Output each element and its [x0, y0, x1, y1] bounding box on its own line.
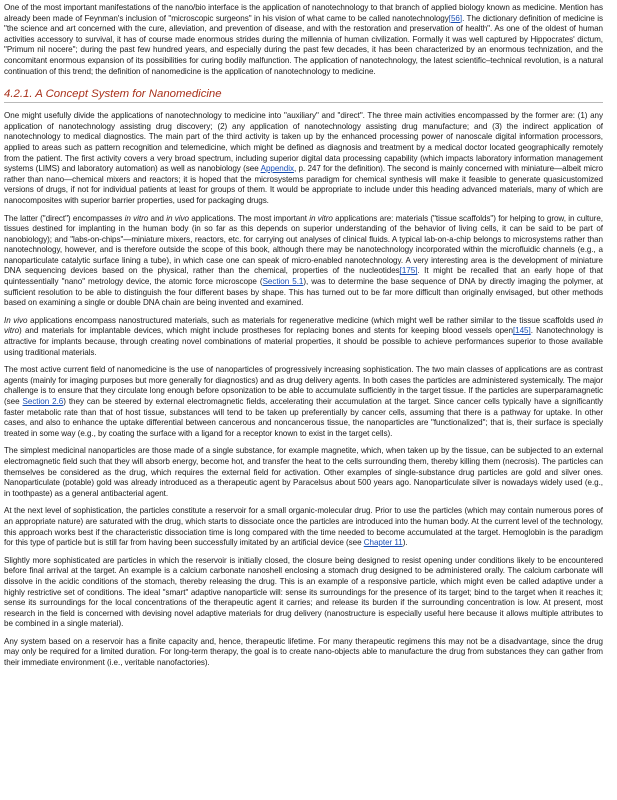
text-run: One of the most important manifestations of the nano/bio interface is the application of nanotechnology to that branch of applied biology known as medicine. Mention has already been made of Feynman's inclusion of "microscopic surgeons" in his vision of what came to be called nanotechnology [4, 3, 603, 23]
text-run: , p. 247 for the definition). The second is mainly concerned with miniature—albeit micro rather than nano—chemical mixers and reactors; it is hoped that the microsystems paradigm for chemical synthesis will make it feasible to generate quasicustomized versions of drugs, if not for individual patients at least for groups of them. It would be appropriate to include under this heading advanced materials, many of which are nanocomposites with superior barrier properties, used for packaging drugs. [4, 164, 603, 205]
paragraph-nanofactories [4, 637, 603, 669]
italic-text: in vitro [124, 213, 149, 223]
paragraph-direct-applications [4, 214, 603, 309]
reference-link-145[interactable]: [145] [512, 326, 531, 336]
heading-divider [4, 102, 603, 103]
text-run: ), was to determine the base sequence of DNA by directly imaging the polymer, at sufficient resolution to be able to distinguish the four different bases by shape. This has turned out to be far more difficult than originally envisaged, but other methods based on examining a single or double DNA chain are being invented and examined. [4, 277, 603, 308]
paragraph-responsive-particles [4, 556, 603, 630]
text-run: ). [402, 538, 408, 548]
appendix-link[interactable]: Appendix [260, 164, 294, 174]
paragraph-nanoparticles [4, 365, 603, 439]
italic-text: in vivo [166, 213, 189, 223]
text-run: ) and materials for implantable devices, which might include prostheses for replacing bones and stents for keeping blood vessels open [19, 326, 513, 336]
text-run: . It might be recalled that an early hope of that quintessentially "nano" metrology device, the atomic force microscope ( [4, 266, 603, 287]
chapter-11-link[interactable]: Chapter 11 [363, 538, 403, 548]
paragraph-in-vivo [4, 316, 603, 358]
paragraph-intro [4, 3, 603, 77]
section-5-1-link[interactable]: Section 5.1 [262, 277, 304, 287]
text-run: and [148, 213, 167, 223]
reference-link-175[interactable]: [175] [399, 266, 418, 276]
text-run: The most active current field of nanomedicine is the use of nanoparticles of progressively increasing sophistication. The two main classes of applications are as contrast agents (mainly for imaging purposes but more generally for diagnostics) and as drug delivery agents. In both cases the particles are administered systemically. The major challenge is to ensure that they circulate long enough before opsonization to be able to accumulate sufficiently in the target tissue. If the particles are superparamagnetic (see [4, 365, 603, 406]
text-run: . The dictionary definition of medicine is "the science and art concerned with the cure, alleviation, and prevention of disease, and with the restoration and preservation of health". As one of the oldest of human activities accessory to survival, it has of course made enormous strides during the millennia of human civilization. Formally it was well captured by Hippocrates' dictum, "Primum nil nocere"; during the past few hundred years, and especially during the past few decades, it has been characterized by an enormous technization, and the concomitant enormous expansion of its possibilities for curing bodily malfunction. The application of nanotechnology, the latest scientific–technical revolution, is a natural continuation of this trend; the definition of nanomedicine is the application of nanotechnology to medicine. [4, 13, 603, 76]
text-run: Any system based on a reservoir has a finite capacity and, hence, therapeutic lifetime. For many therapeutic regimens this may not be a disadvantage, since the drug may only be required for a limited duration. For long-term therapy, the goal is to create nano-objects able to manufacture the drug from substances they can gather from their immediate environment (i.e., veritable nanofactories). [4, 636, 603, 668]
paragraph-simple-nanoparticles [4, 446, 603, 499]
italic-text: in vitro [309, 213, 333, 223]
italic-text: In vivo [4, 315, 28, 325]
section-2-6-link[interactable]: Section 2.6 [22, 397, 64, 406]
text-run: ) they can be steered by external electromagnetic fields, accelerating their accumulation at the target. Since cancer cells typically have a significantly faster metabolic rate than that of host tissue, substances will tend to be taken up preferentially by cancer cells, assuming that there is a pathway for uptake. In other cases, and also to enhance the uptake differential between cancerous and noncancerous tissue, the nanoparticles are "functionalized"; that is, their surface is specially treated in some way (e.g., by coating the surface with a ligand for a receptor known to exist in the target cells). [4, 397, 603, 438]
text-run: Slightly more sophisticated are particles in which the reservoir is initially closed, the closure being designed to resist opening under conditions likely to be encountered before final arrival at the target. An example is a calcium carbonate nanoshell enclosing a stomach drug designed to be administered orally. The calcium carbonate will dissolve in the acidic conditions of the stomach, thereby releasing the drug. This is an example of a responsive particle, which might even be called adaptive under a highly restrictive set of conditions. The ideal "smart" adaptive nanoparticle will: sense its surroundings for the presence of its target; bind to the target when it reaches it; sense its surroundings for the local concentrations of the therapeutic agent it carries; and release its burden if the surrounding concentration is low. At present, most research in the field is concerned with devising novel adaptive materials for drug delivery (nanostructure is especially useful here because it allows multiple attributes to be combined in a single material). [4, 555, 603, 629]
paragraph-auxiliary-direct [4, 111, 603, 206]
section-heading: 4.2.1. A Concept System for Nanomedicine [4, 88, 222, 101]
reference-link-56[interactable]: [56] [448, 13, 463, 23]
text-run: applications encompass nanostructured materials, such as materials for regenerative medicine (which might well be rather similar to the tissue scaffolds used [27, 315, 597, 325]
text-run: The latter ("direct") encompasses [4, 213, 125, 223]
text-run: One might usefully divide the applications of nanotechnology to medicine into "auxiliary" and "direct". The three main activities encompassed by the former are: (1) any application of nanotechnology assisting drug discovery; (2) any application of nanotechnology assisting drug manufacture; and (3) the indirect application of nanotechnology to medical diagnostics. The main part of the third activity is taken up by the enhanced processing power of nanoscale digital information processors, applied to areas such as pattern recognition and telemedicine, which might be defined as diagnosis and treatment by a medical doctor located geographically remotely from the patient. The first activity covers a very broad spectrum, including superior digital data processing capability (which impacts laboratory information management systems (LIMS) and laboratory automation) as well as nanobiology (see [4, 111, 603, 174]
text-run: . Nanotechnology is attractive for implants because, through creating novel combinations of material properties, it should be possible to achieve performances superior to those available using traditional materials. [4, 326, 603, 357]
italic-text: in vitro [4, 315, 604, 336]
text-run: applications are: materials ("tissue scaffolds") for helping to grow, in culture, tissues destined for implanting in the human body (in so far as this depends on superior understanding of the behavior of living cells, it can be said to be part of nanobiology); and "labs-on-chips"—miniature mixers, reactors, etc. for carrying out analyses of clinical fluids. A typical lab-on-a-chip belongs to microsystems rather than nanotechnology, however, and is therefore outside the scope of this book, although there may be nanotechnology incorporated within the microfluidic channels (e.g., a nanoparticulate catalytic surface lining a tube), in which case one can speak of micro-enabled nanotechnology. A very interesting area is the development of miniature DNA sequencing devices based on the physical, rather than the chemical, properties of the nucleotides [4, 213, 603, 276]
text-run: The simplest medicinal nanoparticles are those made of a single substance, for example magnetite, which, when taken up by the tissue, can be subjected to an external electromagnetic field such that they will absorb energy, become hot, and transfer the heat to the cells surrounding them, thereby killing them (necrosis). The particles can themselves be considered as the drug, which requires the external field for activation. Other examples of single-substance drug particles are gold and silver ones. Nanoparticulate (potable) gold was already introduced as a therapeutic agent by Paracelsus about 500 years ago. Nanoparticulate silver is nowadays widely used (e.g., in toothpaste) as a general antibacterial agent. [4, 446, 603, 498]
text-run: At the next level of sophistication, the particles constitute a reservoir for a small organic-molecular drug. Prior to use the particles (which may contain numerous pores of an appropriate nature) are saturated with the drug, which starts to dissociate once the particles are introduced into the human body. At the current level of the technology, this approach works best if the characteristic dissociation time is long compared with the time needed to become accumulated at the target. Hemoglobin is the paradigm for this type of particle but is still far from having been successfully imitated by an artificial device (see [4, 506, 603, 548]
paragraph-reservoir [4, 506, 603, 548]
text-run: applications. The most important [188, 213, 310, 223]
